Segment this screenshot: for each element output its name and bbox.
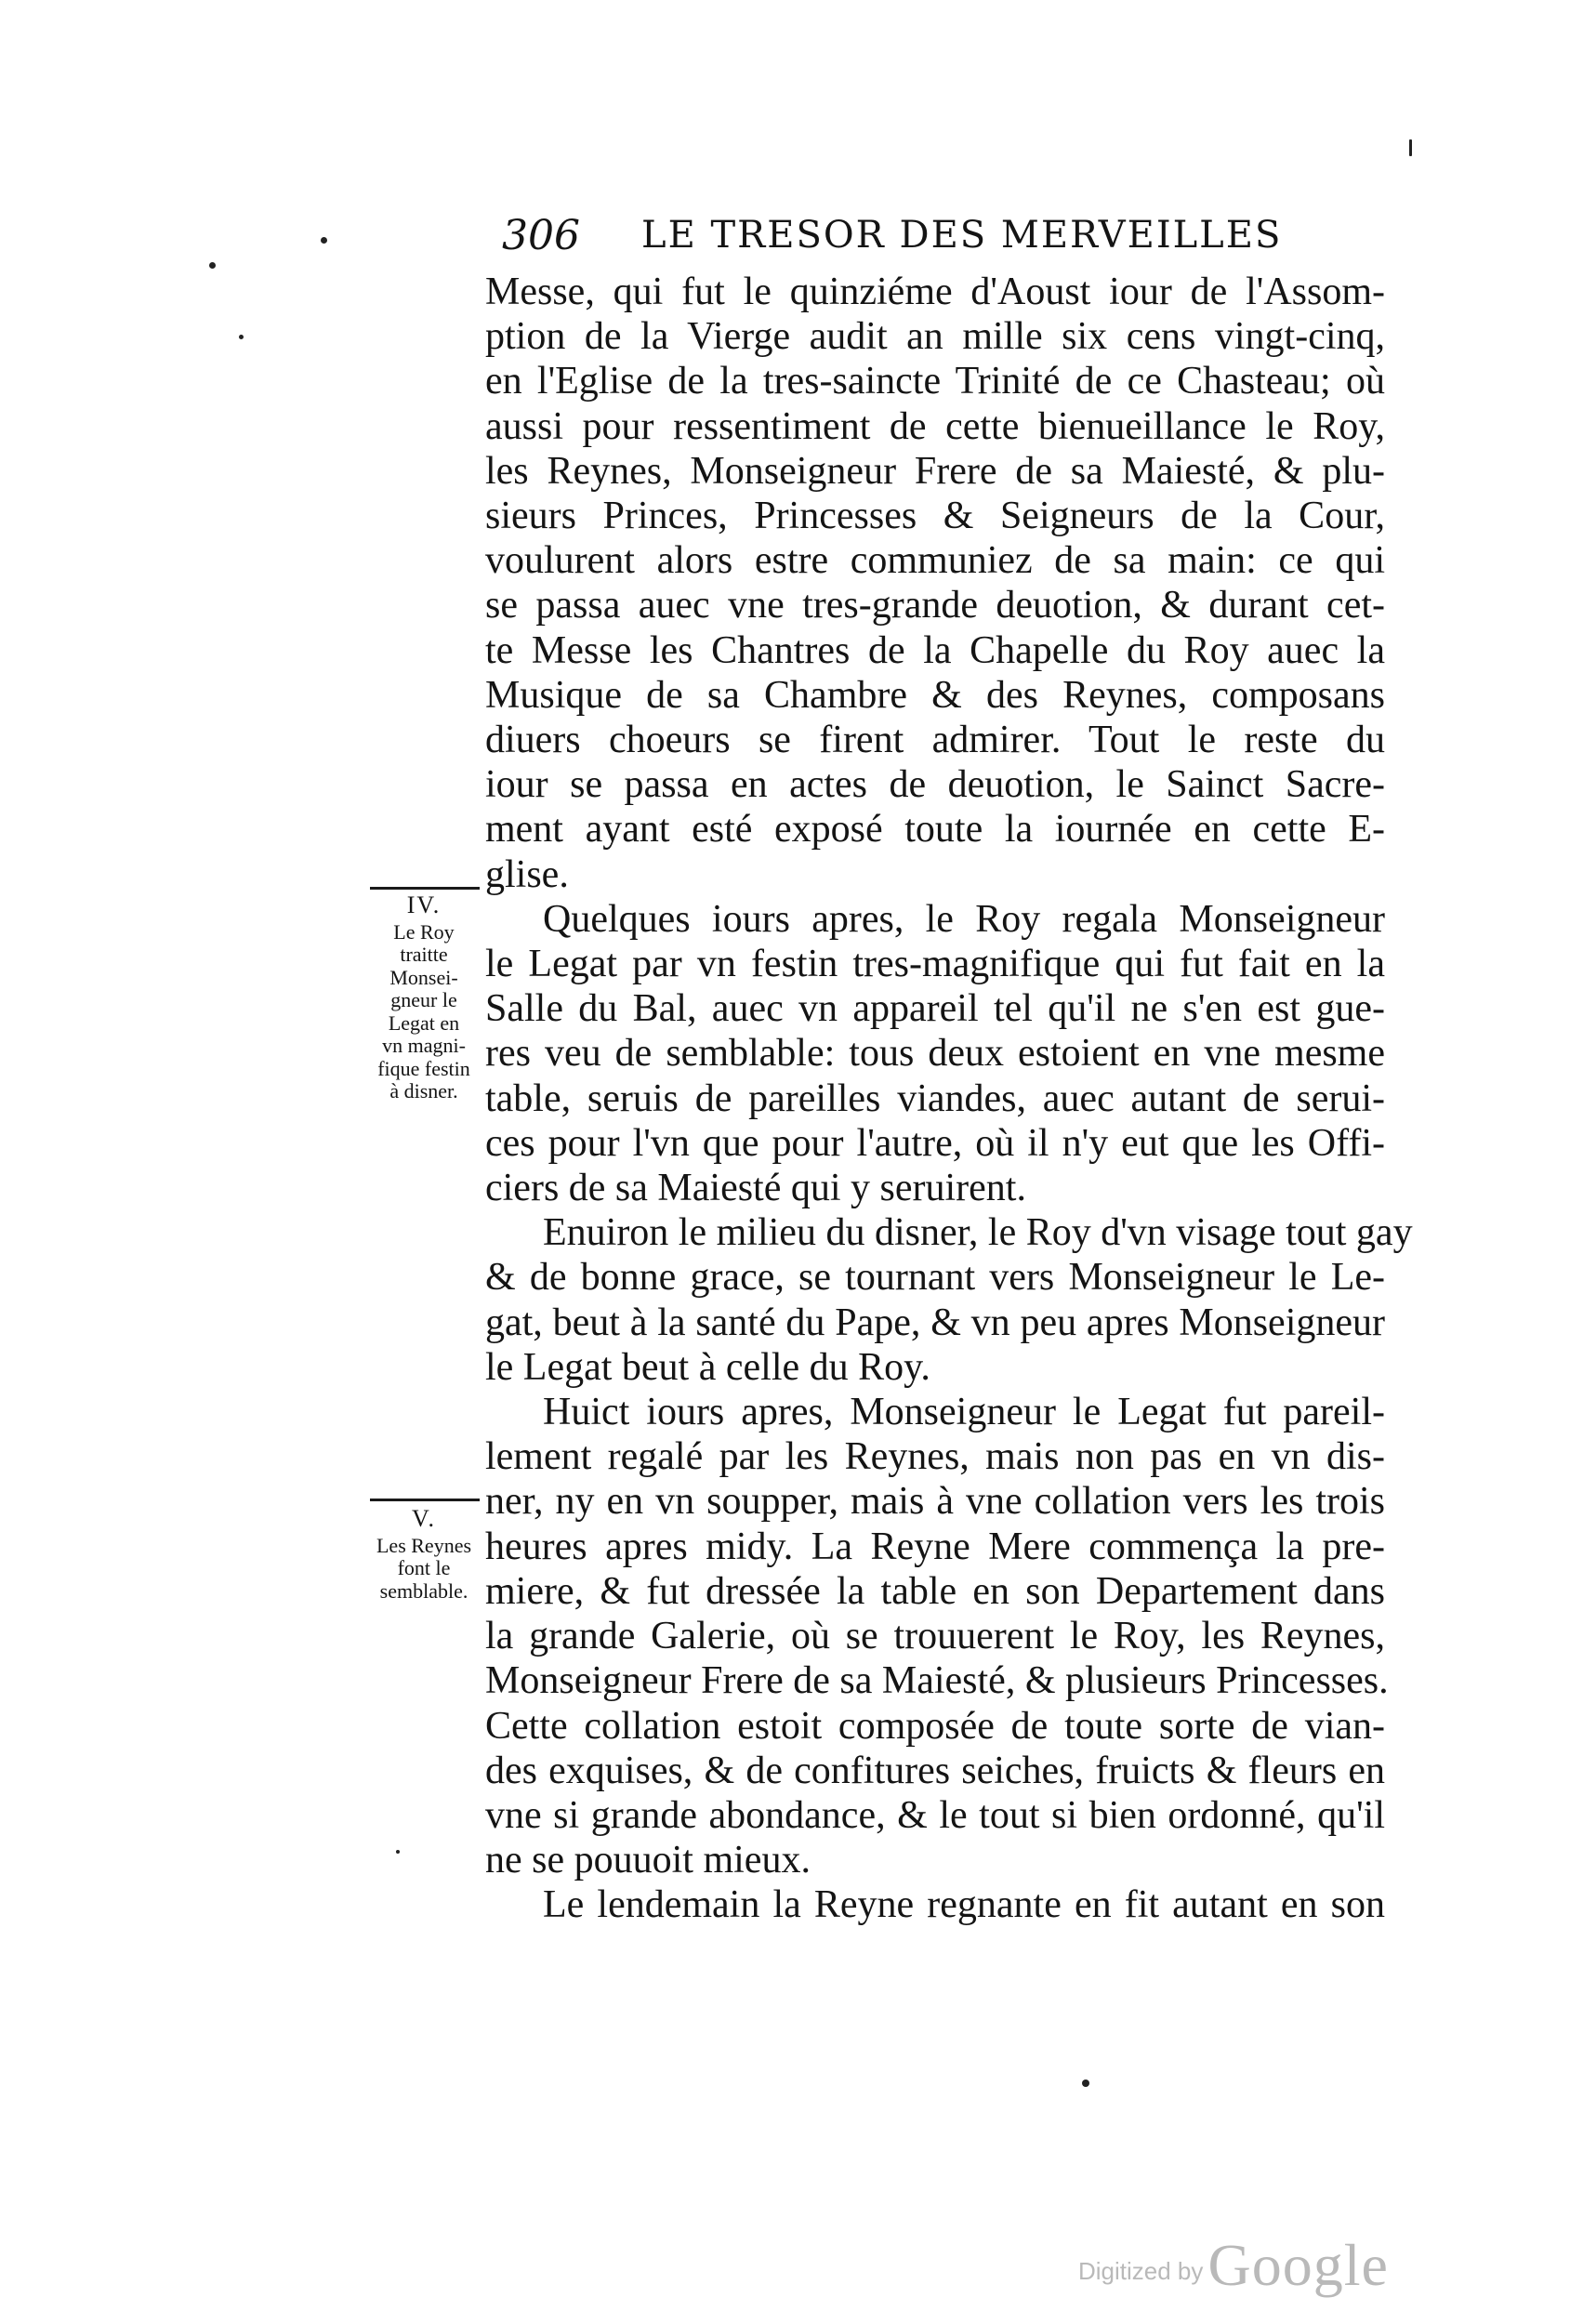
margin-note-line: font le bbox=[397, 1556, 451, 1579]
text-line: ces pour l'vn que pour l'autre, où il n'y eut que les Offi- bbox=[485, 1121, 1385, 1165]
margin-note-line: Les Reynes bbox=[376, 1533, 472, 1557]
margin-note-line: fique festin bbox=[377, 1056, 470, 1080]
ink-speck bbox=[209, 262, 216, 269]
text-line: glise. bbox=[485, 852, 569, 896]
text-line: ption de la Vierge audit an mille six cens vingt-cinq, bbox=[485, 315, 1385, 359]
text-line: te Messe les Chantres de la Chapelle du Roy auec la bbox=[485, 628, 1385, 672]
margin-note-number: IV. bbox=[406, 891, 442, 918]
text-line: la grande Galerie, où se trouuerent le Roy, les Reynes, bbox=[485, 1615, 1385, 1658]
margin-note-line: Monsei- bbox=[389, 965, 458, 989]
margin-note-line: traitte bbox=[400, 943, 448, 966]
ink-speck bbox=[1082, 2080, 1089, 2087]
text-line: table, seruis de pareilles viandes, auec autant de serui- bbox=[485, 1076, 1385, 1120]
margin-rule bbox=[370, 887, 480, 890]
text-line: le Legat par vn festin tres-magnifique qui fut fait en la bbox=[485, 943, 1385, 986]
text-line: miere, & fut dressée la table en son Departement dans bbox=[485, 1569, 1385, 1613]
margin-note-line: semblable. bbox=[379, 1578, 468, 1603]
running-title: LE TRESOR DES MERVEILLES bbox=[641, 214, 1283, 257]
running-head bbox=[502, 212, 1283, 268]
ink-speck bbox=[239, 335, 244, 339]
margin-rule bbox=[370, 1499, 480, 1501]
text-line: ciers de sa Maiesté qui y seruirent. bbox=[485, 1167, 1026, 1210]
text-line: diuers choeurs se firent admirer. Tout le reste du bbox=[485, 719, 1385, 762]
text-line: lement regalé par les Reynes, mais non pas en vn dis- bbox=[485, 1435, 1385, 1479]
margin-note-v bbox=[367, 1505, 481, 1603]
ink-speck bbox=[1409, 139, 1412, 156]
text-line: voulurent alors estre communiez de sa main: ce qui bbox=[485, 539, 1385, 583]
text-line: iour se passa en actes de deuotion, le Sainct Sacre- bbox=[485, 763, 1385, 807]
text-line: gat, beut à la santé du Pape, & vn peu apres Monseigneur bbox=[485, 1301, 1385, 1344]
margin-note-iv bbox=[367, 891, 481, 1103]
text-line: les Reynes, Monseigneur Frere de sa Maiesté, & plu- bbox=[485, 449, 1385, 493]
ink-speck bbox=[396, 1850, 400, 1854]
text-line: Messe, qui fut le quinziéme d'Aoust iour de l'Assom- bbox=[485, 271, 1385, 313]
margin-note-line: vn magni- bbox=[382, 1034, 466, 1057]
text-line: le Legat beut à celle du Roy. bbox=[485, 1345, 930, 1389]
google-logo: Google bbox=[1207, 2232, 1389, 2298]
text-line: Enuiron le milieu du disner, le Roy d'vn visage tout gay bbox=[543, 1211, 1413, 1255]
text-line: ner, ny en vn soupper, mais à vne collation vers les trois bbox=[485, 1480, 1385, 1524]
text-line: ment ayant esté exposé toute la iournée en cette E- bbox=[485, 808, 1385, 852]
text-line: Quelques iours apres, le Roy regala Monseigneur bbox=[543, 897, 1385, 941]
text-line: heures apres midy. La Reyne Mere commença la pre- bbox=[485, 1525, 1385, 1568]
margin-note-line: gneur le bbox=[390, 988, 457, 1011]
margin-note-line: Legat en bbox=[388, 1010, 460, 1035]
ink-speck bbox=[321, 237, 327, 244]
text-line: Huict iours apres, Monseigneur le Legat fut pareil- bbox=[543, 1391, 1385, 1434]
margin-note-line: à disner. bbox=[389, 1079, 458, 1103]
text-line: Le lendemain la Reyne regnante en fit autant en son bbox=[543, 1883, 1385, 1927]
digitized-by-text: Digitized by bbox=[1078, 2257, 1204, 2285]
text-line: se passa auec vne tres-grande deuotion, & durant cet- bbox=[485, 584, 1385, 627]
text-line: en l'Eglise de la tres-saincte Trinité de ce Chasteau; où bbox=[485, 360, 1385, 403]
text-line: des exquises, & de confitures seiches, fruicts & fleurs en bbox=[485, 1749, 1385, 1792]
text-line: res veu de semblable: tous deux estoient en vne mesme bbox=[485, 1032, 1385, 1076]
text-line: Musique de sa Chambre & des Reynes, composans bbox=[485, 673, 1385, 717]
text-line: aussi pour ressentiment de cette bienueillance le Roy, bbox=[485, 404, 1385, 448]
text-line: ne se pouuoit mieux. bbox=[485, 1839, 811, 1882]
text-line: & de bonne grace, se tournant vers Monseigneur le Le- bbox=[485, 1256, 1385, 1300]
body-text bbox=[485, 270, 1413, 1928]
text-line: vne si grande abondance, & le tout si bien ordonné, qu'il bbox=[485, 1793, 1385, 1837]
page-number: 306 bbox=[502, 212, 580, 259]
digitized-watermark bbox=[1078, 2231, 1389, 2300]
margin-note-line: Le Roy bbox=[393, 919, 455, 944]
text-line: Monseigneur Frere de sa Maiesté, & plusieurs Princesses. bbox=[485, 1659, 1389, 1703]
text-line: Cette collation estoit composée de toute sorte de vian- bbox=[485, 1704, 1385, 1748]
text-line: sieurs Princes, Princesses & Seigneurs de la Cour, bbox=[485, 495, 1385, 538]
text-line: Salle du Bal, auec vn appareil tel qu'il ne s'en est gue- bbox=[485, 987, 1385, 1031]
margin-note-number: V. bbox=[412, 1505, 436, 1532]
